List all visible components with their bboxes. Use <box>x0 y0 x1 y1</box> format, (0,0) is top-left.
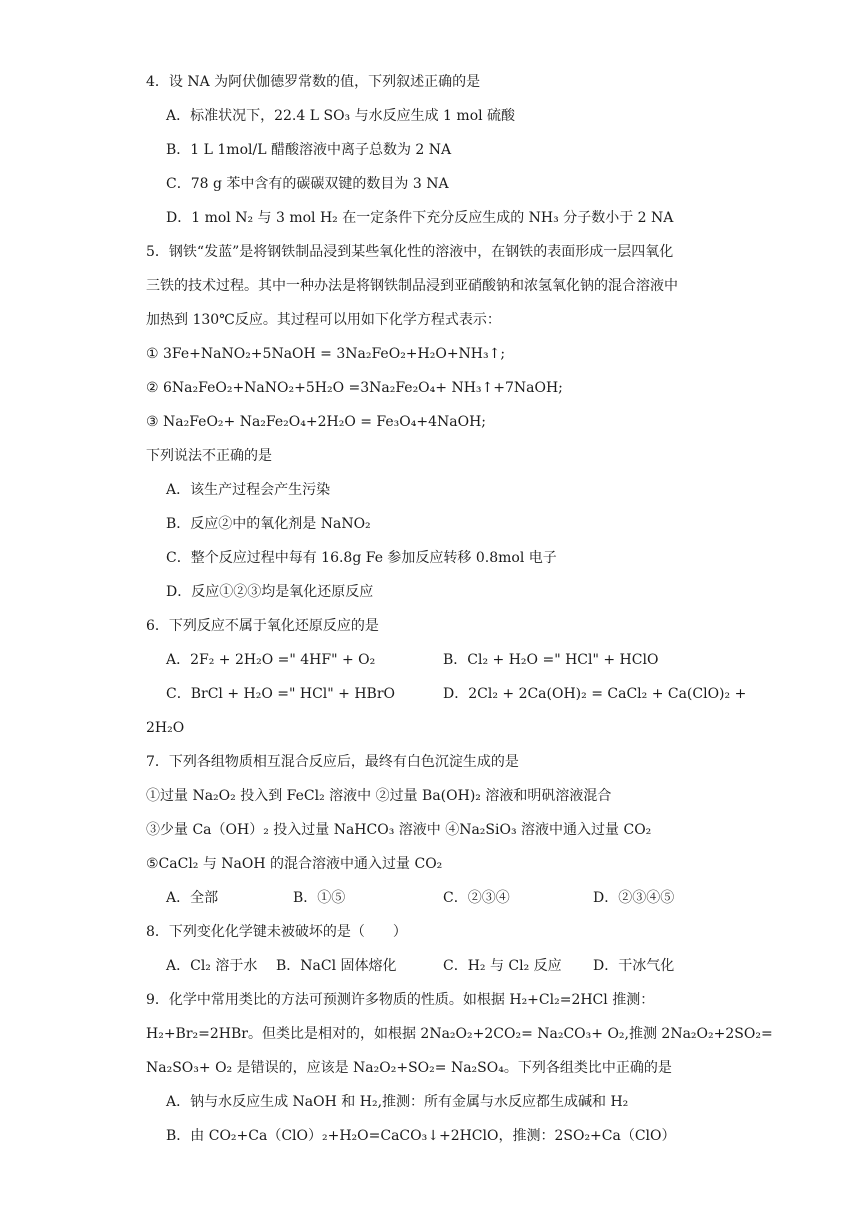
q5-option-c: C．整个反应过程中每有 16.8g Fe 参加反应转移 0.8mol 电子 <box>166 550 557 566</box>
q7-stem: 7．下列各组物质相互混合反应后，最终有白色沉淀生成的是 <box>146 754 519 770</box>
q4-option-d: D．1 mol N₂ 与 3 mol H₂ 在一定条件下充分反应生成的 NH₃ 分子数小于 2 NA <box>166 210 674 226</box>
q7-option-b: B．①⑤ <box>293 890 346 906</box>
q5-option-a: A．该生产过程会产生污染 <box>166 482 331 498</box>
q8-stem: 8．下列变化化学键未被破坏的是（ ） <box>146 924 407 940</box>
q8-option-d: D．干冰气化 <box>593 958 675 974</box>
q9-option-b: B．由 CO₂+Ca（ClO）₂+H₂O=CaCO₃↓+2HClO，推测：2SO₂+Ca（ClO） <box>166 1128 676 1144</box>
q5-equation-2: ② 6Na₂FeO₂+NaNO₂+5H₂O =3Na₂Fe₂O₄+ NH₃↑+7NaOH; <box>146 380 563 396</box>
q6-option-b: B．Cl₂ + H₂O =" HCl" + HClO <box>443 652 659 668</box>
q7-option-c: C．②③④ <box>443 890 510 906</box>
q6-option-d-continued: 2H₂O <box>146 720 185 736</box>
q5-stem-line3: 加热到 130℃反应。其过程可以用如下化学方程式表示： <box>146 312 501 328</box>
q9-stem-line1: 9．化学中常用类比的方法可预测许多物质的性质。如根据 H₂+Cl₂=2HCl 推测： <box>146 992 655 1008</box>
q4-option-c: C．78 g 苯中含有的碳碳双键的数目为 3 NA <box>166 176 449 192</box>
q6-option-d: D．2Cl₂ + 2Ca(OH)₂ = CaCl₂ + Ca(ClO)₂ + <box>443 686 747 702</box>
q5-option-b: B．反应②中的氧化剂是 NaNO₂ <box>166 516 371 532</box>
q5-equation-3: ③ Na₂FeO₂+ Na₂Fe₂O₄+2H₂O = Fe₃O₄+4NaOH; <box>146 414 486 430</box>
q6-option-a: A．2F₂ + 2H₂O =" 4HF" + O₂ <box>166 652 376 668</box>
q8-option-b: B．NaCl 固体熔化 <box>276 958 397 974</box>
q5-equation-1: ① 3Fe+NaNO₂+5NaOH = 3Na₂FeO₂+H₂O+NH₃↑; <box>146 346 506 362</box>
q5-stem-line1: 5．钢铁“发蓝”是将钢铁制品浸到某些氧化性的溶液中，在钢铁的表面形成一层四氧化 <box>146 244 674 260</box>
q5-stem-line2: 三铁的技术过程。其中一种办法是将钢铁制品浸到亚硝酸钠和浓氢氧化钠的混合溶液中 <box>146 278 678 294</box>
q9-option-a: A．钠与水反应生成 NaOH 和 H₂,推测：所有金属与水反应都生成碱和 H₂ <box>166 1094 629 1110</box>
q7-items-line2: ③少量 Ca（OH）₂ 投入过量 NaHCO₃ 溶液中 ④Na₂SiO₃ 溶液中通入过量 CO₂ <box>146 822 652 838</box>
q4-option-a: A．标准状况下，22.4 L SO₃ 与水反应生成 1 mol 硫酸 <box>166 108 516 124</box>
q7-items-line3: ⑤CaCl₂ 与 NaOH 的混合溶液中通入过量 CO₂ <box>146 856 443 872</box>
q4-option-b: B．1 L 1mol/L 醋酸溶液中离子总数为 2 NA <box>166 142 452 158</box>
q6-stem: 6．下列反应不属于氧化还原反应的是 <box>146 618 379 634</box>
q5-prompt: 下列说法不正确的是 <box>146 448 272 464</box>
q7-option-a: A．全部 <box>166 890 219 906</box>
q5-option-d: D．反应①②③均是氧化还原反应 <box>166 584 374 600</box>
q7-items-line1: ①过量 Na₂O₂ 投入到 FeCl₂ 溶液中 ②过量 Ba(OH)₂ 溶液和明矾溶液混合 <box>146 788 612 804</box>
q9-stem-line2: H₂+Br₂=2HBr。但类比是相对的，如根据 2Na₂O₂+2CO₂= Na₂CO₃+ O₂,推测 2Na₂O₂+2SO₂= <box>146 1026 773 1042</box>
q4-stem: 4．设 NA 为阿伏伽德罗常数的值，下列叙述正确的是 <box>146 74 481 90</box>
q8-option-a: A．Cl₂ 溶于水 <box>166 958 258 974</box>
q9-stem-line3: Na₂SO₃+ O₂ 是错误的，应该是 Na₂O₂+SO₂= Na₂SO₄。下列各组类比中正确的是 <box>146 1060 672 1076</box>
q8-option-c: C．H₂ 与 Cl₂ 反应 <box>443 958 562 974</box>
q6-option-c: C．BrCl + H₂O =" HCl" + HBrO <box>166 686 396 702</box>
q7-option-d: D．②③④⑤ <box>593 890 675 906</box>
